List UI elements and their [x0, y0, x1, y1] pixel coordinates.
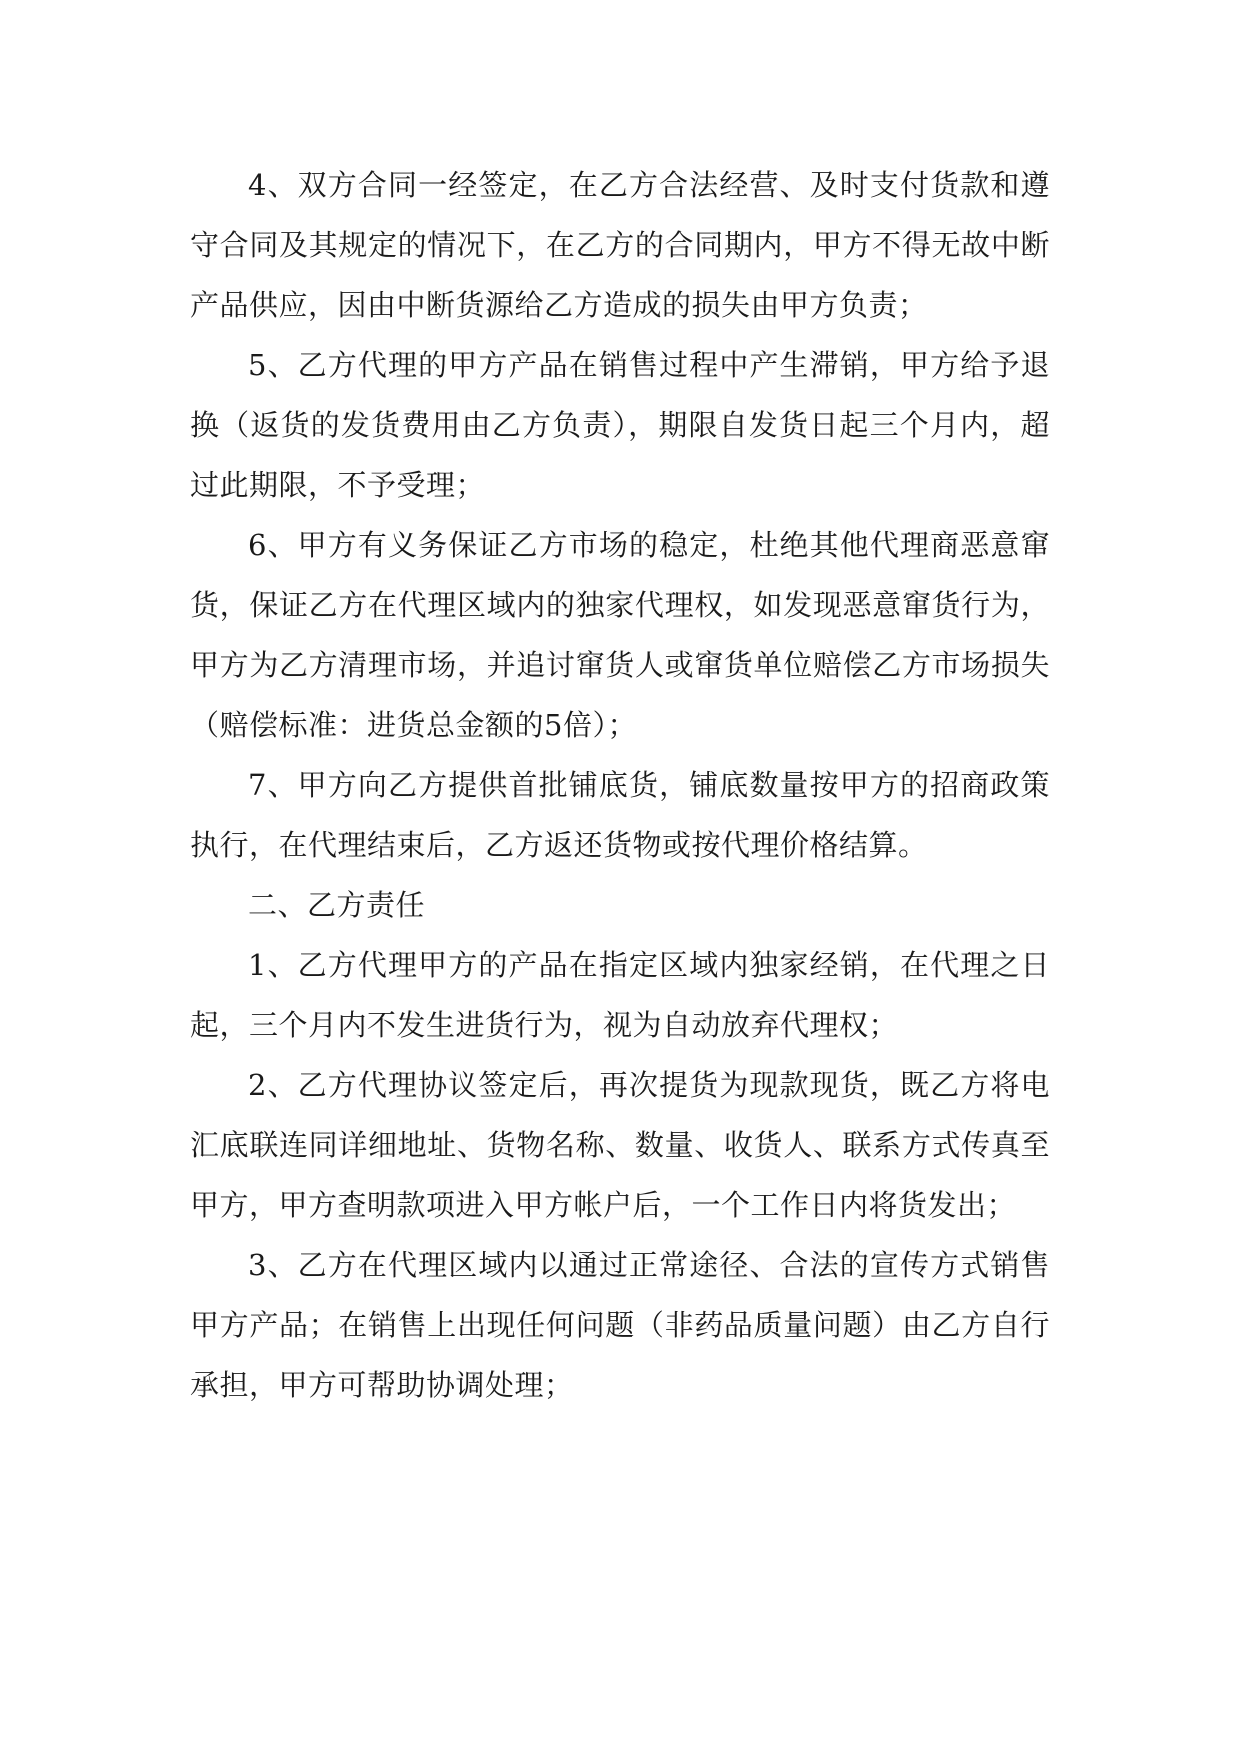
paragraph-clause-4: 4、双方合同一经签定，在乙方合法经营、及时支付货款和遵守合同及其规定的情况下，在乙方的合同期内，甲方不得无故中断产品供应，因由中断货源给乙方造成的损失由甲方负责； [190, 168, 1050, 322]
paragraph-party-b-clause-2: 2、乙方代理协议签定后，再次提货为现款现货，既乙方将电汇底联连同详细地址、货物名称、数量、收货人、联系方式传真至甲方，甲方查明款项进入甲方帐户后，一个工作日内将货发出； [190, 1068, 1050, 1222]
paragraph-clause-5: 5、乙方代理的甲方产品在销售过程中产生滞销，甲方给予退换（返货的发货费用由乙方负责），期限自发货日起三个月内，超过此期限，不予受理； [190, 348, 1050, 502]
paragraph-party-b-clause-1: 1、乙方代理甲方的产品在指定区域内独家经销，在代理之日起，三个月内不发生进货行为，视为自动放弃代理权； [190, 948, 1050, 1042]
paragraph-clause-6: 6、甲方有义务保证乙方市场的稳定，杜绝其他代理商恶意窜货，保证乙方在代理区域内的独家代理权，如发现恶意窜货行为，甲方为乙方清理市场，并追讨窜货人或窜货单位赔偿乙方市场损失（赔偿标准：进货总金额的5倍）； [190, 528, 1050, 742]
document-body [190, 155, 1050, 1415]
paragraph-party-b-clause-3: 3、乙方在代理区域内以通过正常途径、合法的宣传方式销售甲方产品；在销售上出现任何问题（非药品质量问题）由乙方自行承担，甲方可帮助协调处理； [190, 1248, 1050, 1402]
section-heading-party-b-responsibility: 二、乙方责任 [248, 888, 426, 922]
paragraph-clause-7: 7、甲方向乙方提供首批铺底货，铺底数量按甲方的招商政策执行，在代理结束后，乙方返还货物或按代理价格结算。 [190, 768, 1050, 862]
